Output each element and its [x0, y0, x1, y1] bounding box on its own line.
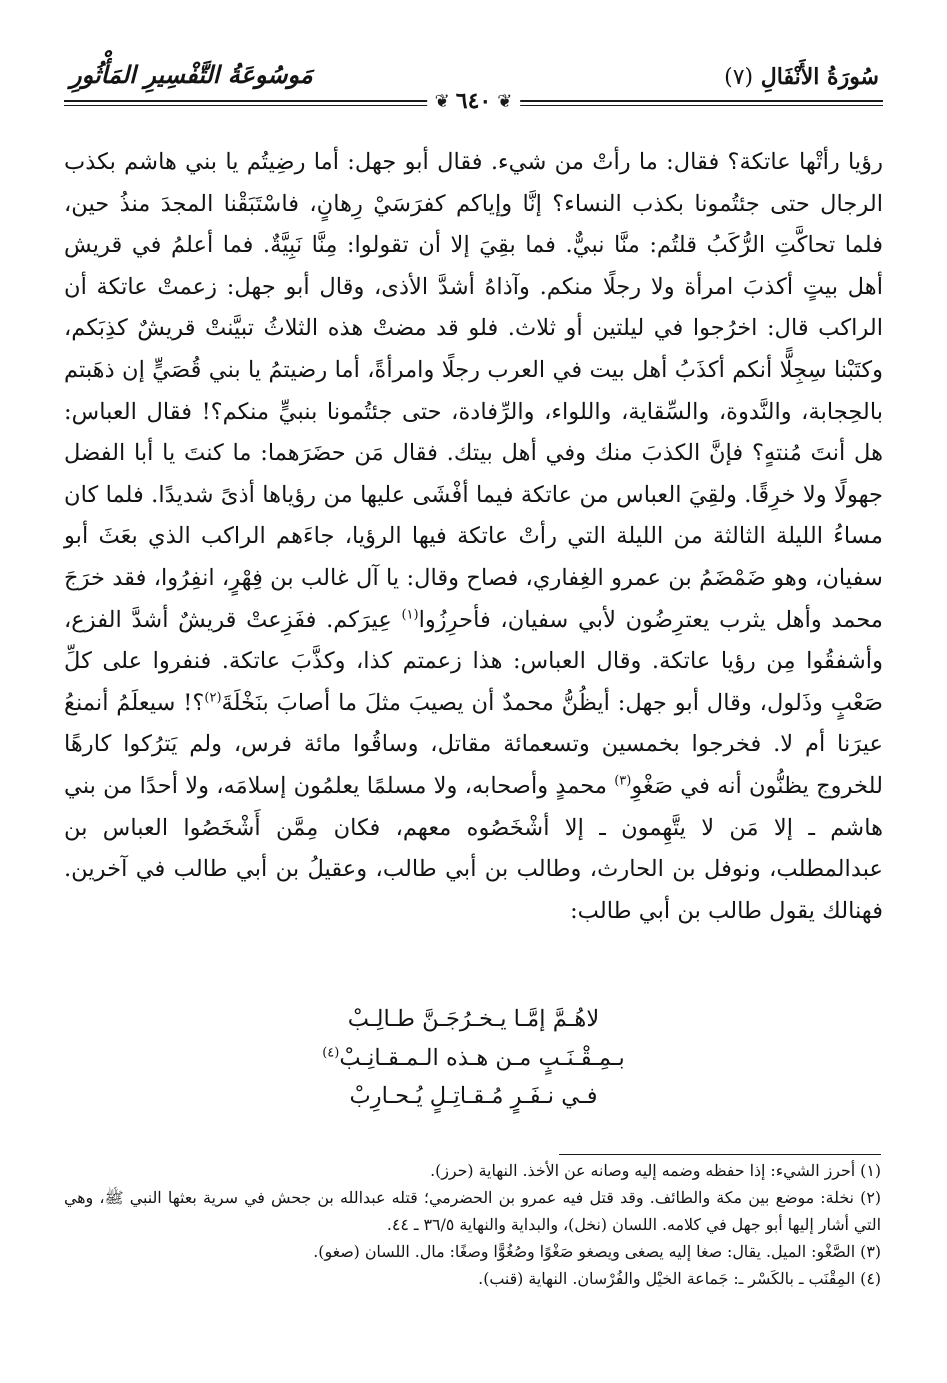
- footnote-separator: [559, 1154, 881, 1155]
- paragraph-part-d: محمدٍ وأصحابه، ولا مسلمًا يعلمُون إسلامَه، ولا أحدًا من بني هاشم ـ إلا مَن لا يتَّهِمون ـ إلا أشْخَصُوه معهم، فكان مِمَّن أَشْخَصُوا العباس بن عبدالمطلب، ونوفل بن الحارث، وطالب بن أبي طالب، وعقيلُ بن أبي طالب في آخرين. فهنالك يقول طالب بن أبي طالب:: [64, 772, 883, 924]
- footnote-ref-4: (٤): [322, 1044, 340, 1060]
- book-title: مَوسُوعَةُ التَّفْسِيرِ المَأْثُورِ: [70, 60, 313, 89]
- main-paragraph: [64, 142, 883, 932]
- main-text: [64, 142, 883, 932]
- surah-number: (٧): [724, 65, 754, 90]
- footnotes: [64, 1158, 881, 1293]
- footnote-4: (٤) المِقْنَب ـ بالكَسْر ـ: جَماعة الخيْل والفُرْسان. النهاية (قنب).: [478, 1268, 881, 1288]
- surah-name: سُورَةُ الأَنْفَالِ: [760, 64, 879, 90]
- verse-line-2: [0, 1039, 947, 1078]
- ornament-right-icon: ❦: [497, 90, 513, 112]
- paragraph-part-c: ؟! سيعلَمُ أنمنعُ عيرَنا أم لا. فخرجوا بخمسين وتسعمائة مقاتل، وساقُوا مائة فرس، ولم يَترُكوا كارهًا للخروج يظنُّون أنه في صَغْوِ: [64, 689, 883, 799]
- paragraph-part-a: رؤيا رأتْها عاتكة؟ فقال: ما رأتْ من شيء. فقال أبو جهل: أما رضِيتُم يا بني هاشم بكذب الرجال حتى جئتُمونا بكذب النساء؟ إنَّا وإياكم كفرَسَيْ رِهانٍ، فاسْتَبَقْنا المجدَ منذُ حين، فلما تحاكَّتِ الرُّكَبُ قلتُم: منَّا نبيٌّ. فما بقِيَ إلا أن تقولوا: مِنَّا نَبِيَّةٌ. فما أعلمُ في قريش أهل بيتٍ أكذبَ امرأة ولا رجلًا منكم. وآذاهُ أشدَّ الأذى، وقال أبو جهل: زعمتْ عاتكة أن الراكب قال: اخرُجوا في ليلتين أو ثلاث. فلو قد مضتْ هذه الثلاثُ تبيَّنتْ قريشٌ كذِبَكم، وكتَبْنا سِجِلًّا أنكم أكذَبُ أهل بيت في العرب رجلًا وامرأةً، أما رضيتمُ يا بني قُصَيٍّ إن ذهَبتم بالحِجابة، والنَّدوة، والسِّقاية، واللواء، والرِّفادة، حتى جئتُمونا بنبيٍّ منكم؟! فقال العباس: هل أنتَ مُنتهٍ؟ فإنَّ الكذبَ منك وفي أهل بيتك. فقال مَن حضَرَهما: ما كنتَ يا أبا الفضل جهولًا ولا خرِقًا. ولقِيَ العباس من عاتكة فيما أفْشَى عليها من رؤياها أذىً شديدًا. فلما كان مساءُ الليلة الثالثة من الليلة التي رأتْ عاتكة فيها الرؤيا، جاءَهم الراكب الذي بعَثَ أبو سفيان، وهو ضَمْضَمُ بن عمرو الغِفاري، فصاح وقال: يا آل غالب بن فِهْرٍ، انفِرُوا، فقد خرَجَ محمد وأهل يثرب يعترِضُون لأبي سفيان، فأحرِزُوا: [64, 149, 883, 633]
- poem-verses: [0, 1000, 947, 1116]
- footnote-1: (١) أحرز الشيء: إذا حفظه وضمه إليه وصانه عن الأخذ. النهاية (حرز).: [430, 1161, 881, 1180]
- footnote-ref-1: (١): [401, 607, 419, 622]
- running-header: [64, 54, 883, 114]
- verse-line-1: لاهُـمَّ إمَّـا يـخـرُجَـنَّ طـالِـبْ: [347, 1006, 600, 1032]
- verse-line-3: فـي نـفَـرٍ مُـقـاتِـلٍ يُـحـارِبْ: [349, 1083, 598, 1109]
- ornament-left-icon: ❦: [434, 90, 450, 112]
- footnote-ref-3: (٣): [614, 773, 632, 789]
- footnote-ref-2: (٢): [204, 690, 222, 706]
- footnote-2: (٢) نخلة: موضع بين مكة والطائف. وقد قتل فيه عمرو بن الحضرمي؛ قتله عبدالله بن جحش في سرية بعثها النبي ﷺ، وهي التي أشار إليها أبو جهل في كلامه. اللسان (نخل)، والبداية والنهاية ٣٦/٥ ـ ٤٤.: [64, 1187, 881, 1234]
- surah-title: [724, 64, 879, 90]
- page-number-block: [427, 88, 521, 114]
- paragraph-part-b: عِيرَكم. ففَزِعتْ قريشٌ أشدَّ الفزع، وأشفقُوا مِن رؤيا عاتكة. وقال العباس: هذا زعمتم كذا، وكذَّبَ عاتكة. فنفروا على كلِّ صَعْبٍ وذَلول، وقال أبو جهل: أيظُنُّ محمدٌ أن يصيبَ مثلَ ما أصابَ بنَخْلَةَ: [64, 606, 883, 716]
- verse-line-2-text: بـمِـقْـنَـبٍ مـن هـذه الـمـقـانِـبْ: [339, 1044, 625, 1071]
- footnote-3: (٣) الصَّغْو: الميل. يقال: صغا إليه يصغى ويصغو صَغْوًا وصُغُوًّا وصغًا: مال. اللسان (صغو).: [313, 1241, 881, 1261]
- page-number: ٦٤٠: [455, 88, 492, 114]
